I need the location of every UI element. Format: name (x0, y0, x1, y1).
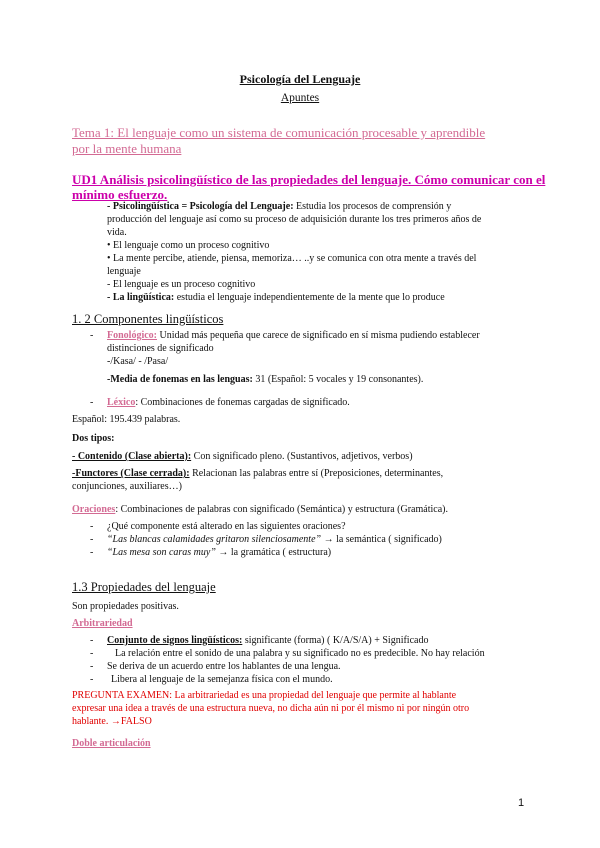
doble-articulacion-heading: Doble articulación (72, 738, 151, 749)
lexico-text: : Combinaciones de fonemas cargadas de significado. (135, 397, 350, 408)
linguistica-text: estudia el lenguaje independientemente de la mente que lo produce (174, 292, 445, 303)
arbitrariedad-dash-2: - (90, 648, 94, 659)
bullet-mente-percibe-line2: lenguaje (107, 266, 141, 277)
bullet-mente-percibe-line1: • La mente percibe, atiende, piensa, memoriza… ..y se comunica con otra mente a través del (107, 253, 477, 264)
tema-heading-line2: por la mente humana (72, 141, 182, 156)
fonologico-line2: distinciones de significado (107, 343, 214, 354)
psicolinguistica-line3: vida. (107, 227, 127, 238)
example-gramatica (107, 546, 331, 559)
page-number: 1 (518, 797, 525, 809)
espanol-palabras: Español: 195.439 palabras. (72, 414, 181, 425)
linguistica-label: - La lingüística: (107, 292, 175, 303)
question-dash-2: - (90, 534, 94, 545)
functores-text: Relacionan las palabras entre sí (Preposiciones, determinantes, (189, 468, 444, 479)
functores-label: -Functores (Clase cerrada): (72, 468, 190, 479)
libera-lenguaje: Libera al lenguaje de la semejanza física con el mundo. (111, 674, 333, 685)
conjunto-signos-label: Conjunto de signos lingüísticos: (107, 635, 243, 646)
example-gramatica-quote: “Las mesa son caras muy” (107, 547, 216, 558)
conjunto-signos-line (107, 634, 428, 647)
question-dash-1: - (90, 521, 94, 532)
oraciones-label: Oraciones (72, 504, 116, 515)
lexico-dash: - (90, 397, 94, 408)
arbitrariedad-dash-4: - (90, 674, 94, 685)
propiedades-intro: Son propiedades positivas. (72, 601, 179, 612)
psicolinguistica-line1 (107, 200, 451, 213)
media-fonemas-text: 31 (Español: 5 vocales y 19 consonantes). (252, 374, 424, 385)
contenido-line (72, 450, 413, 463)
linguistica-line (107, 291, 445, 304)
dos-tipos: Dos tipos: (72, 433, 115, 444)
contenido-label: - Contenido (Clase abierta): (72, 451, 192, 462)
ud1-heading-line1: UD1 Análisis psicolingüístico de las propiedades del lenguaje. Cómo comunicar con el (72, 172, 546, 187)
pregunta-examen-line3: hablante. →FALSO (72, 716, 152, 727)
example-semantica (107, 533, 442, 546)
psicolinguistica-text: Estudia los procesos de comprensión y (293, 201, 452, 212)
conjunto-signos-text: significante (forma) ( K/A/S/A) + Significado (242, 635, 429, 646)
pregunta-examen-line1: PREGUNTA EXAMEN: La arbitrariedad es una propiedad del lenguaje que permite al hablante (72, 690, 457, 701)
componentes-heading: 1. 2 Componentes lingüísticos (72, 312, 224, 326)
lexico-line (107, 396, 350, 409)
ud1-heading-line2: mínimo esfuerzo. (72, 187, 168, 202)
fonologico-example: -/Kasa/ - /Pasa/ (107, 356, 169, 367)
lexico-label: Léxico (107, 397, 136, 408)
media-fonemas-line (107, 373, 423, 386)
tema-heading-line1: Tema 1: El lenguaje como un sistema de comunicación procesable y aprendible (72, 125, 486, 140)
question-componente: ¿Qué componente está alterado en las siguientes oraciones? (107, 521, 346, 532)
document-title: Psicología del Lenguaje (239, 72, 361, 86)
relacion-sonido: La relación entre el sonido de una palabra y su significado no es predecible. No hay relación (115, 648, 485, 659)
question-dash-3: - (90, 547, 94, 558)
psicolinguistica-line2: producción del lenguaje así como su proceso de adquisición durante los tres primeros años de (107, 214, 482, 225)
arbitrariedad-dash-1: - (90, 635, 94, 646)
oraciones-line (72, 503, 448, 516)
oraciones-text: : Combinaciones de palabras con significado (Semántica) y estructura (Gramática). (115, 504, 448, 515)
arbitrariedad-dash-3: - (90, 661, 94, 672)
example-gramatica-answer: → la gramática ( estructura) (215, 547, 332, 558)
contenido-text: Con significado pleno. (Sustantivos, adjetivos, verbos) (191, 451, 413, 462)
fonologico-dash: - (90, 330, 94, 341)
example-semantica-quote: “Las blancas calamidades gritaron silenciosamente” (107, 534, 322, 545)
propiedades-heading: 1.3 Propiedades del lenguaje (72, 580, 216, 594)
example-semantica-answer: → la semántica ( significado) (321, 534, 442, 545)
psicolinguistica-label: - Psicolingüística = Psicología del Lenguaje: (107, 201, 294, 212)
functores-line2: conjunciones, auxiliares…) (72, 481, 182, 492)
bullet-proceso-cognitivo: • El lenguaje como un proceso cognitivo (107, 240, 270, 251)
acuerdo-hablantes: Se deriva de un acuerdo entre los hablantes de una lengua. (107, 661, 341, 672)
fonologico-text: Unidad más pequeña que carece de significado en sí misma pudiendo establecer (157, 330, 480, 341)
functores-line1 (72, 467, 443, 480)
bullet-lenguaje-proceso: - El lenguaje es un proceso cognitivo (107, 279, 256, 290)
fonologico-line1 (107, 329, 480, 342)
arbitrariedad-heading: Arbitrariedad (72, 618, 133, 629)
pregunta-examen-line2: expresar una idea a través de una estructura nueva, no dicha aún ni por él mismo ni por ningún otro (72, 703, 470, 714)
document-subtitle: Apuntes (280, 92, 320, 104)
media-fonemas-label: -Media de fonemas en las lenguas: (107, 374, 253, 385)
fonologico-label: Fonológico: (107, 330, 157, 341)
